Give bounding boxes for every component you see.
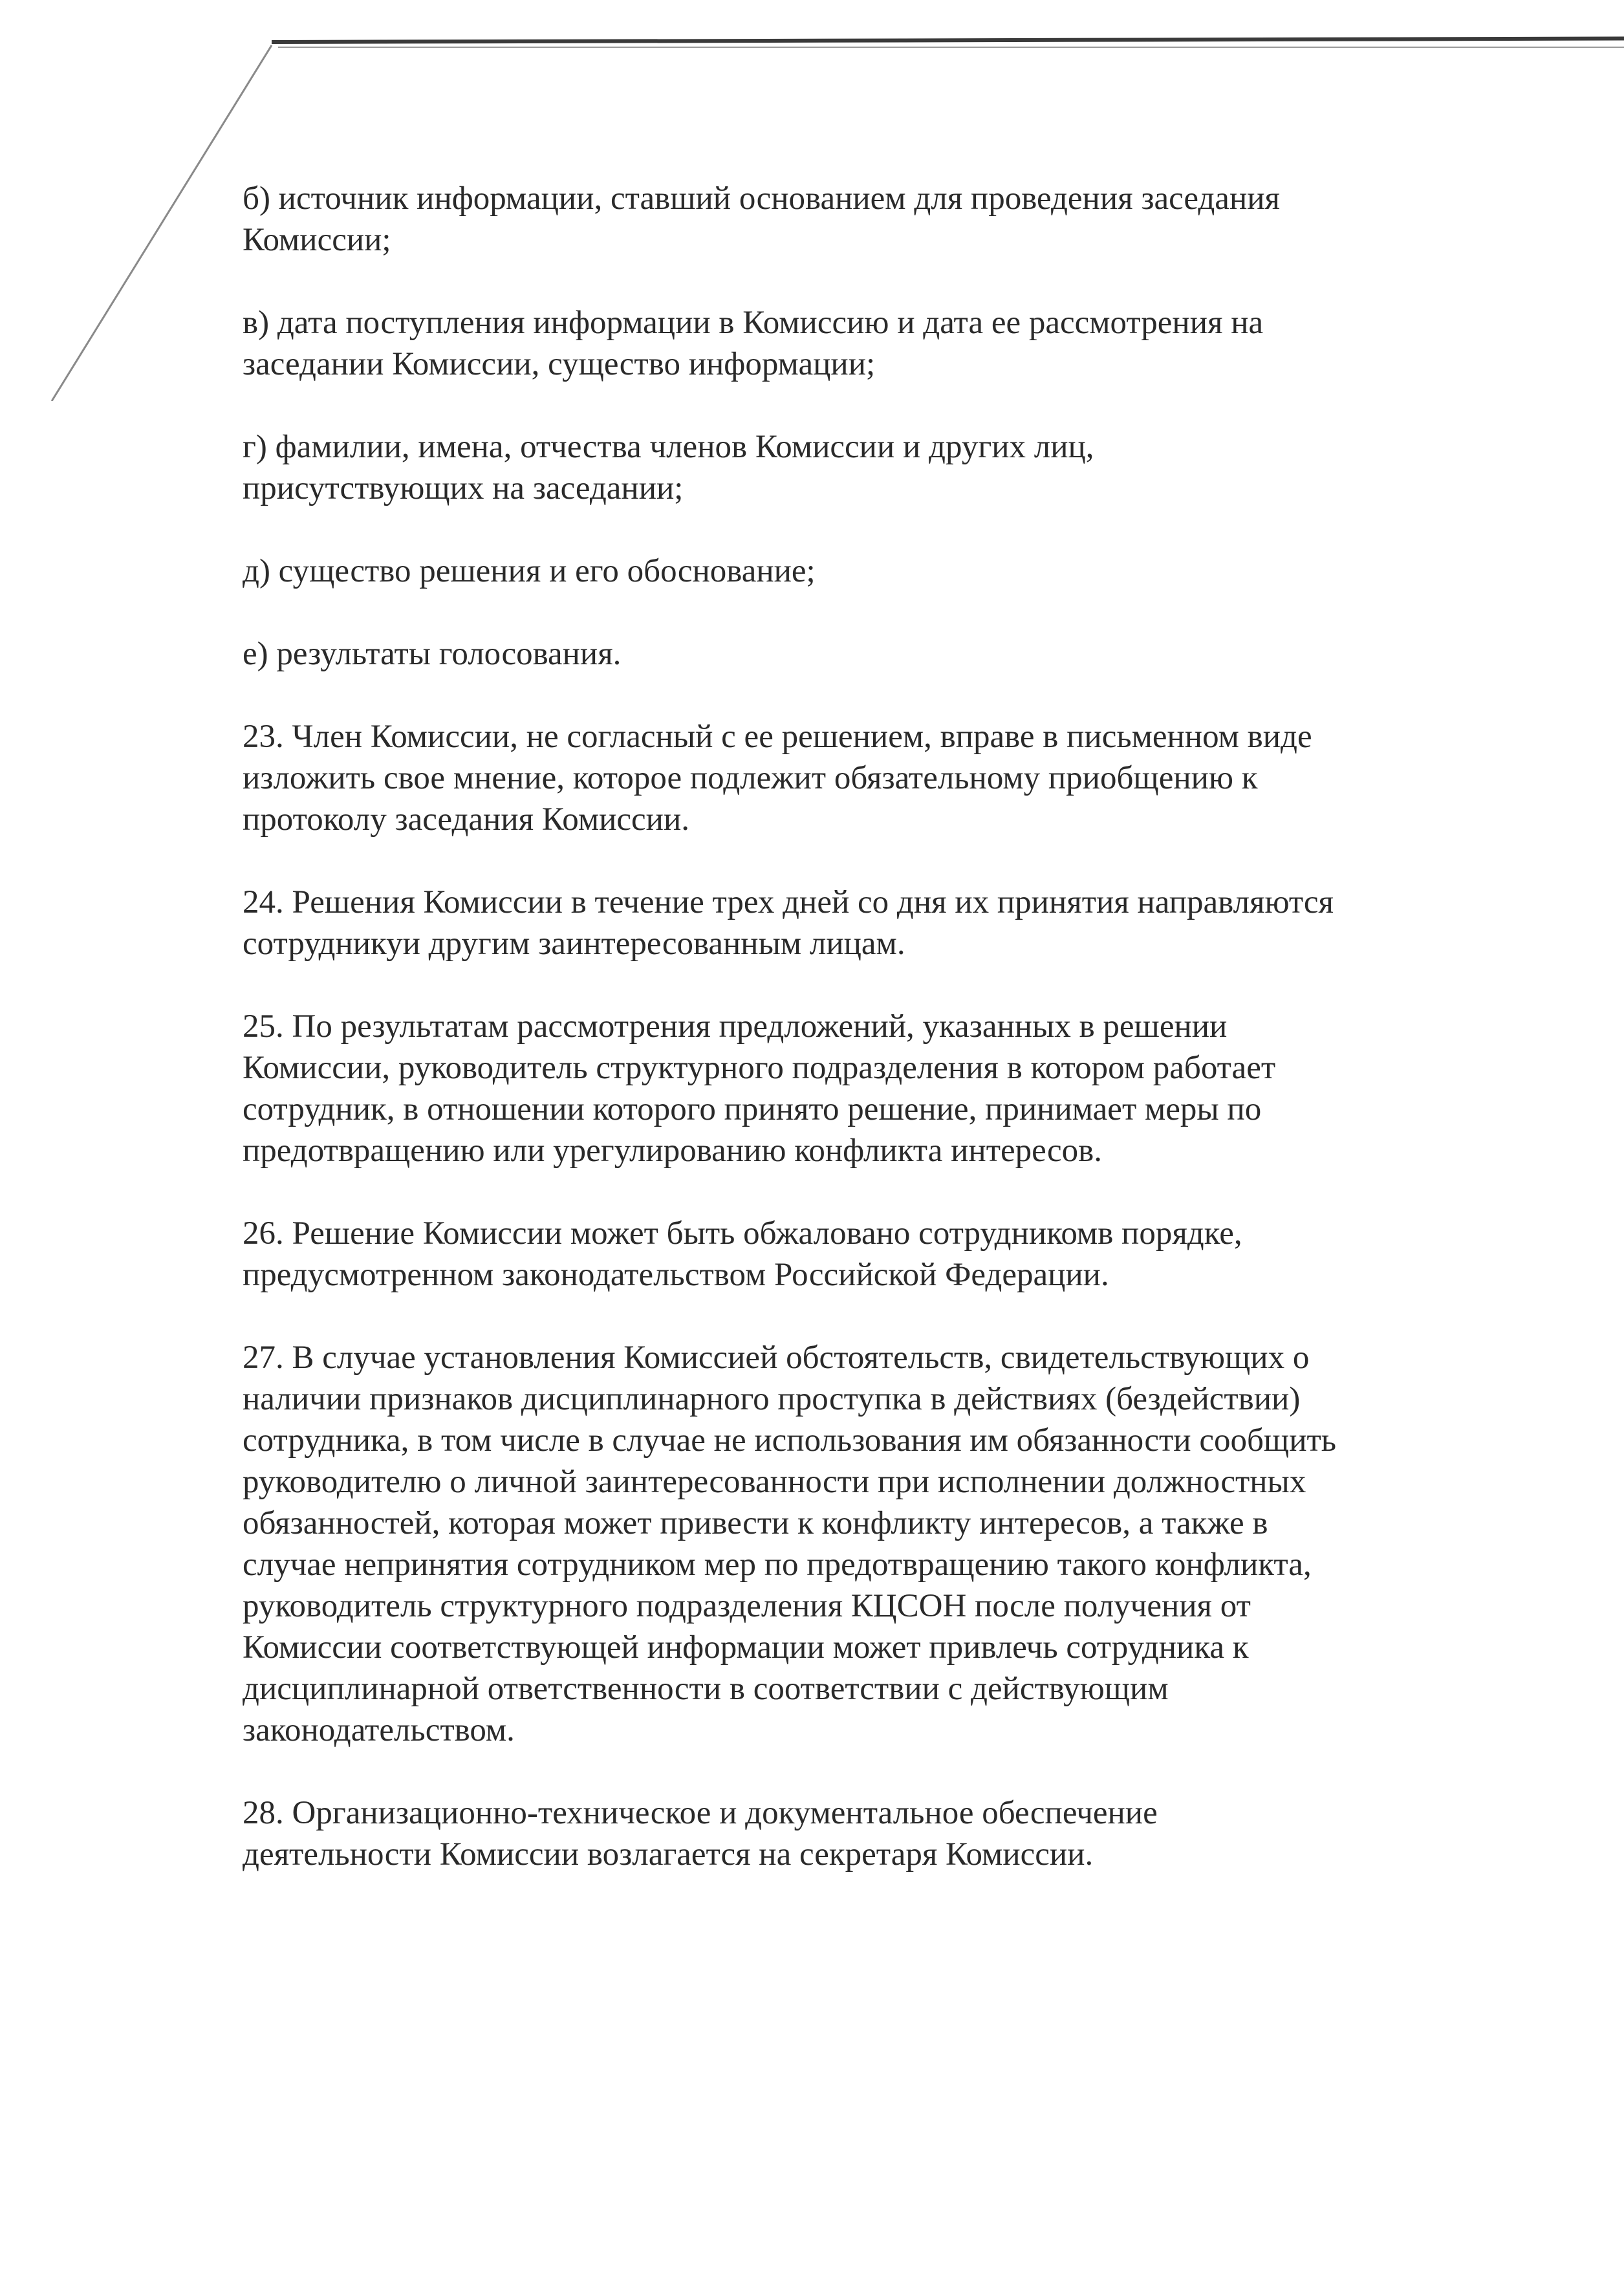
paragraph-25: 25. По результатам рассмотрения предложений, указанных в решении Комиссии, руководитель структурного подразделения в котором работает сотрудник, в отношении которого принято решение, принимает меры по предотвращению или урегулированию конфликта интересов. [243, 1008, 1276, 1169]
paragraph-d: д) существо решения и его обоснование; [243, 553, 816, 589]
scan-top-edge-shadow [278, 47, 1624, 48]
paragraph-24: 24. Решения Комиссии в течение трех дней со дня их принятия направляются сотрудникуи другим заинтересованным лицам. [243, 884, 1334, 962]
paragraph-v: в) дата поступления информации в Комиссию и дата ее рассмотрения на заседании Комиссии, существо информации; [243, 305, 1264, 382]
paragraph-28: 28. Организационно-техническое и документальное обеспечение деятельности Комиссии возлагается на секретаря Комиссии. [243, 1795, 1158, 1873]
paragraph-23: 23. Член Комиссии, не согласный с ее решением, вправе в письменном виде изложить свое мнение, которое подлежит обязательному приобщению к протоколу заседания Комиссии. [243, 719, 1312, 838]
paragraph-b: б) источник информации, ставший основанием для проведения заседания Комиссии; [243, 180, 1280, 258]
paragraph-27: 27. В случае установления Комиссией обстоятельств, свидетельствующих о наличии признаков дисциплинарного проступка в действиях (бездействии) сотрудника, в том числе в случае не использования им обязанности сообщить руководителю о личной заинтересованности при исполнении должностных обязанностей, которая может привести к конфликту интересов, а также в случае непринятия сотрудником мер по предотвращению такого конфликта, руководитель структурного подразделения КЦСОН после получения от Комиссии соответствующей информации может привлечь сотрудника к дисциплинарной ответственности в соответствии с действующим законодательством. [243, 1340, 1337, 1748]
paragraph-g: г) фамилии, имена, отчества членов Комиссии и других лиц, присутствующих на заседании; [243, 429, 1094, 506]
paragraph-e: е) результаты голосования. [243, 636, 622, 672]
document-body [243, 178, 1536, 1917]
scan-top-edge [272, 37, 1624, 44]
paragraph-26: 26. Решение Комиссии может быть обжаловано сотрудникомв порядке, предусмотренном законодательством Российской Федерации. [243, 1215, 1242, 1293]
